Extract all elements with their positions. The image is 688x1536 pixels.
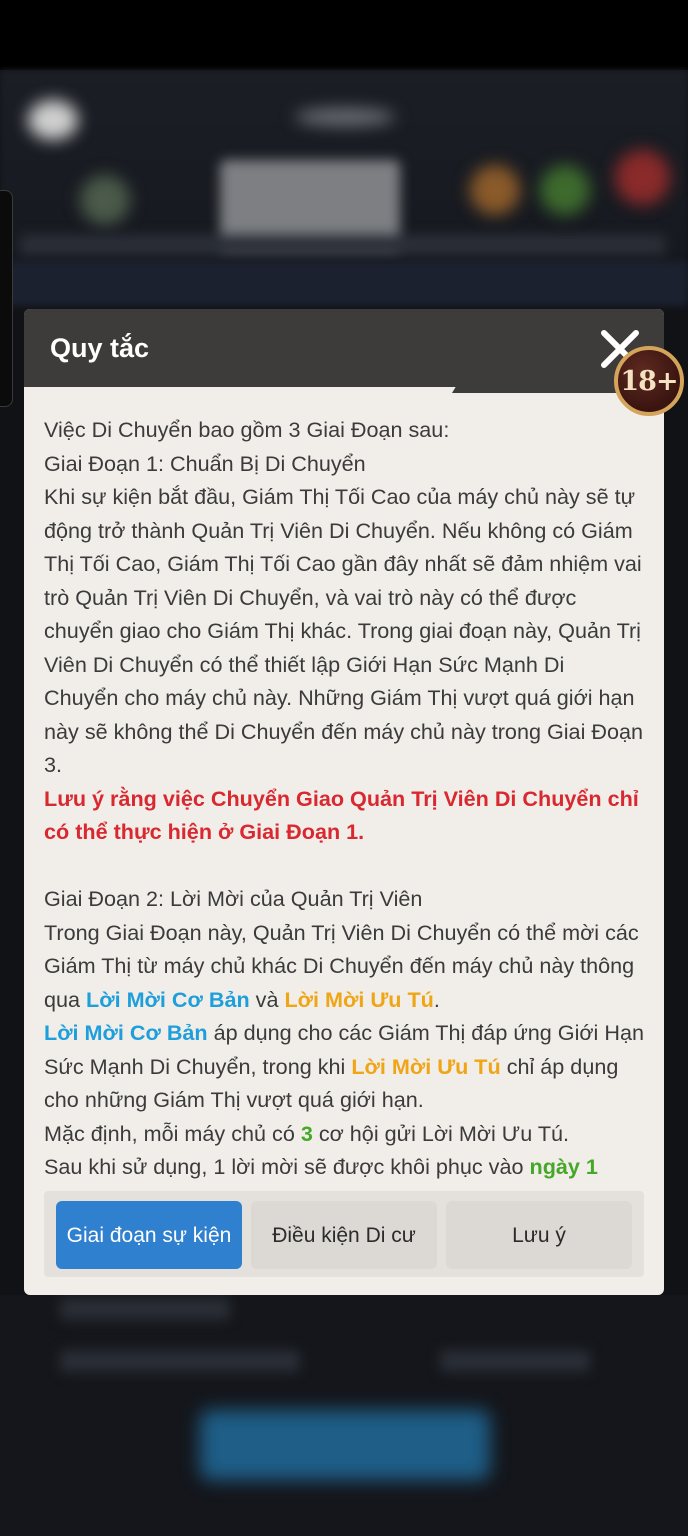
basic-invite-term: Lời Mời Cơ Bản	[44, 1020, 208, 1045]
background-title-blur	[295, 108, 395, 126]
background-icon-blur	[615, 150, 670, 205]
background-icon-blur	[470, 165, 520, 215]
tab-notes[interactable]: Lưu ý	[446, 1201, 632, 1269]
tab-bar	[44, 1191, 644, 1277]
background-button-blur	[200, 1410, 490, 1480]
phase-1-heading: Giai Đoạn 1: Chuẩn Bị Di Chuyển	[44, 450, 366, 476]
basic-invite-text: áp dụng cho các Giám Thị đáp ứng Giới Hạn Sức Mạnh Di Chuyển, trong khi	[44, 1020, 644, 1079]
default-invites-suffix: cơ hội gửi Lời Mời Ưu Tú.	[318, 1120, 570, 1146]
background-back-icon	[28, 100, 78, 140]
tab-event-phases[interactable]: Giai đoạn sự kiện	[56, 1201, 242, 1269]
period-text: .	[433, 986, 440, 1012]
recovery-text: Sau khi sử dụng, 1 lời mời sẽ được khôi phục vào	[44, 1154, 524, 1179]
basic-invite-term: Lời Mời Cơ Bản	[86, 986, 250, 1012]
invite-types-description	[44, 1016, 644, 1117]
age-rating-badge	[614, 346, 684, 416]
age-rating-text: 18+	[620, 365, 678, 397]
invite-count: 3	[300, 1120, 313, 1146]
rules-intro: Việc Di Chuyển bao gồm 3 Giai Đoạn sau:	[44, 417, 450, 442]
rules-modal	[24, 309, 664, 1295]
background-bar	[0, 262, 688, 306]
background-icon-blur	[540, 165, 590, 215]
background-row-blur	[60, 1298, 230, 1320]
elite-invite-text: chỉ áp dụng cho những Giám Thị vượt quá giới hạn.	[44, 1053, 619, 1112]
default-invites-line	[44, 1117, 644, 1151]
recovery-line	[44, 1150, 644, 1184]
background-row-blur	[60, 1350, 300, 1372]
background-row-blur	[440, 1350, 590, 1372]
phase-1-description: Khi sự kiện bắt đầu, Giám Thị Tối Cao của máy chủ này sẽ tự động trở thành Quản Trị Viên Di Chuyển. Nếu không có Giám Thị Tối Cao, Giám Thị Tối Cao gần đây nhất sẽ đảm nhiệm vai trò Quản Trị Viên Di Chuyển, và vai trò này có thể được chuyển giao cho Giám Thị khác. Trong giai đoạn này, Quản Trị Viên Di Chuyển có thể thiết lập Giới Hạn Sức Mạnh Di Chuyển cho máy chủ này. Những Giám Thị vượt quá giới hạn này sẽ không thể Di Chuyển đến máy chủ này trong Giai Đoạn 3.	[44, 484, 643, 777]
rules-text	[44, 413, 644, 1184]
phase-2-description	[44, 916, 644, 1017]
tab-migration-conditions[interactable]: Điều kiện Di cư	[251, 1201, 437, 1269]
default-invites-text: Mặc định, mỗi máy chủ có	[44, 1120, 295, 1146]
left-edge-panel	[0, 190, 13, 407]
background-icon-blur	[80, 175, 130, 225]
conjunction-text: và	[255, 986, 279, 1012]
phase-2-heading: Giai Đoạn 2: Lời Mời của Quản Trị Viên	[44, 886, 423, 911]
status-bar-area	[0, 0, 688, 70]
elite-invite-term: Lời Mời Ưu Tú	[284, 986, 434, 1012]
recovery-day: ngày 1	[529, 1154, 598, 1179]
background-strip	[20, 235, 665, 255]
phase-1-warning: Lưu ý rằng việc Chuyển Giao Quản Trị Viên Di Chuyển chỉ có thể thực hiện ở Giai Đoạn 1.	[44, 785, 639, 844]
modal-title: Quy tắc	[50, 333, 150, 363]
elite-invite-term: Lời Mời Ưu Tú	[351, 1053, 501, 1079]
phase-2-text: Trong Giai Đoạn này, Quản Trị Viên Di Chuyển có thể mời các Giám Thị từ máy chủ khác Di Chuyển đến máy chủ này thông qua	[44, 919, 639, 1012]
